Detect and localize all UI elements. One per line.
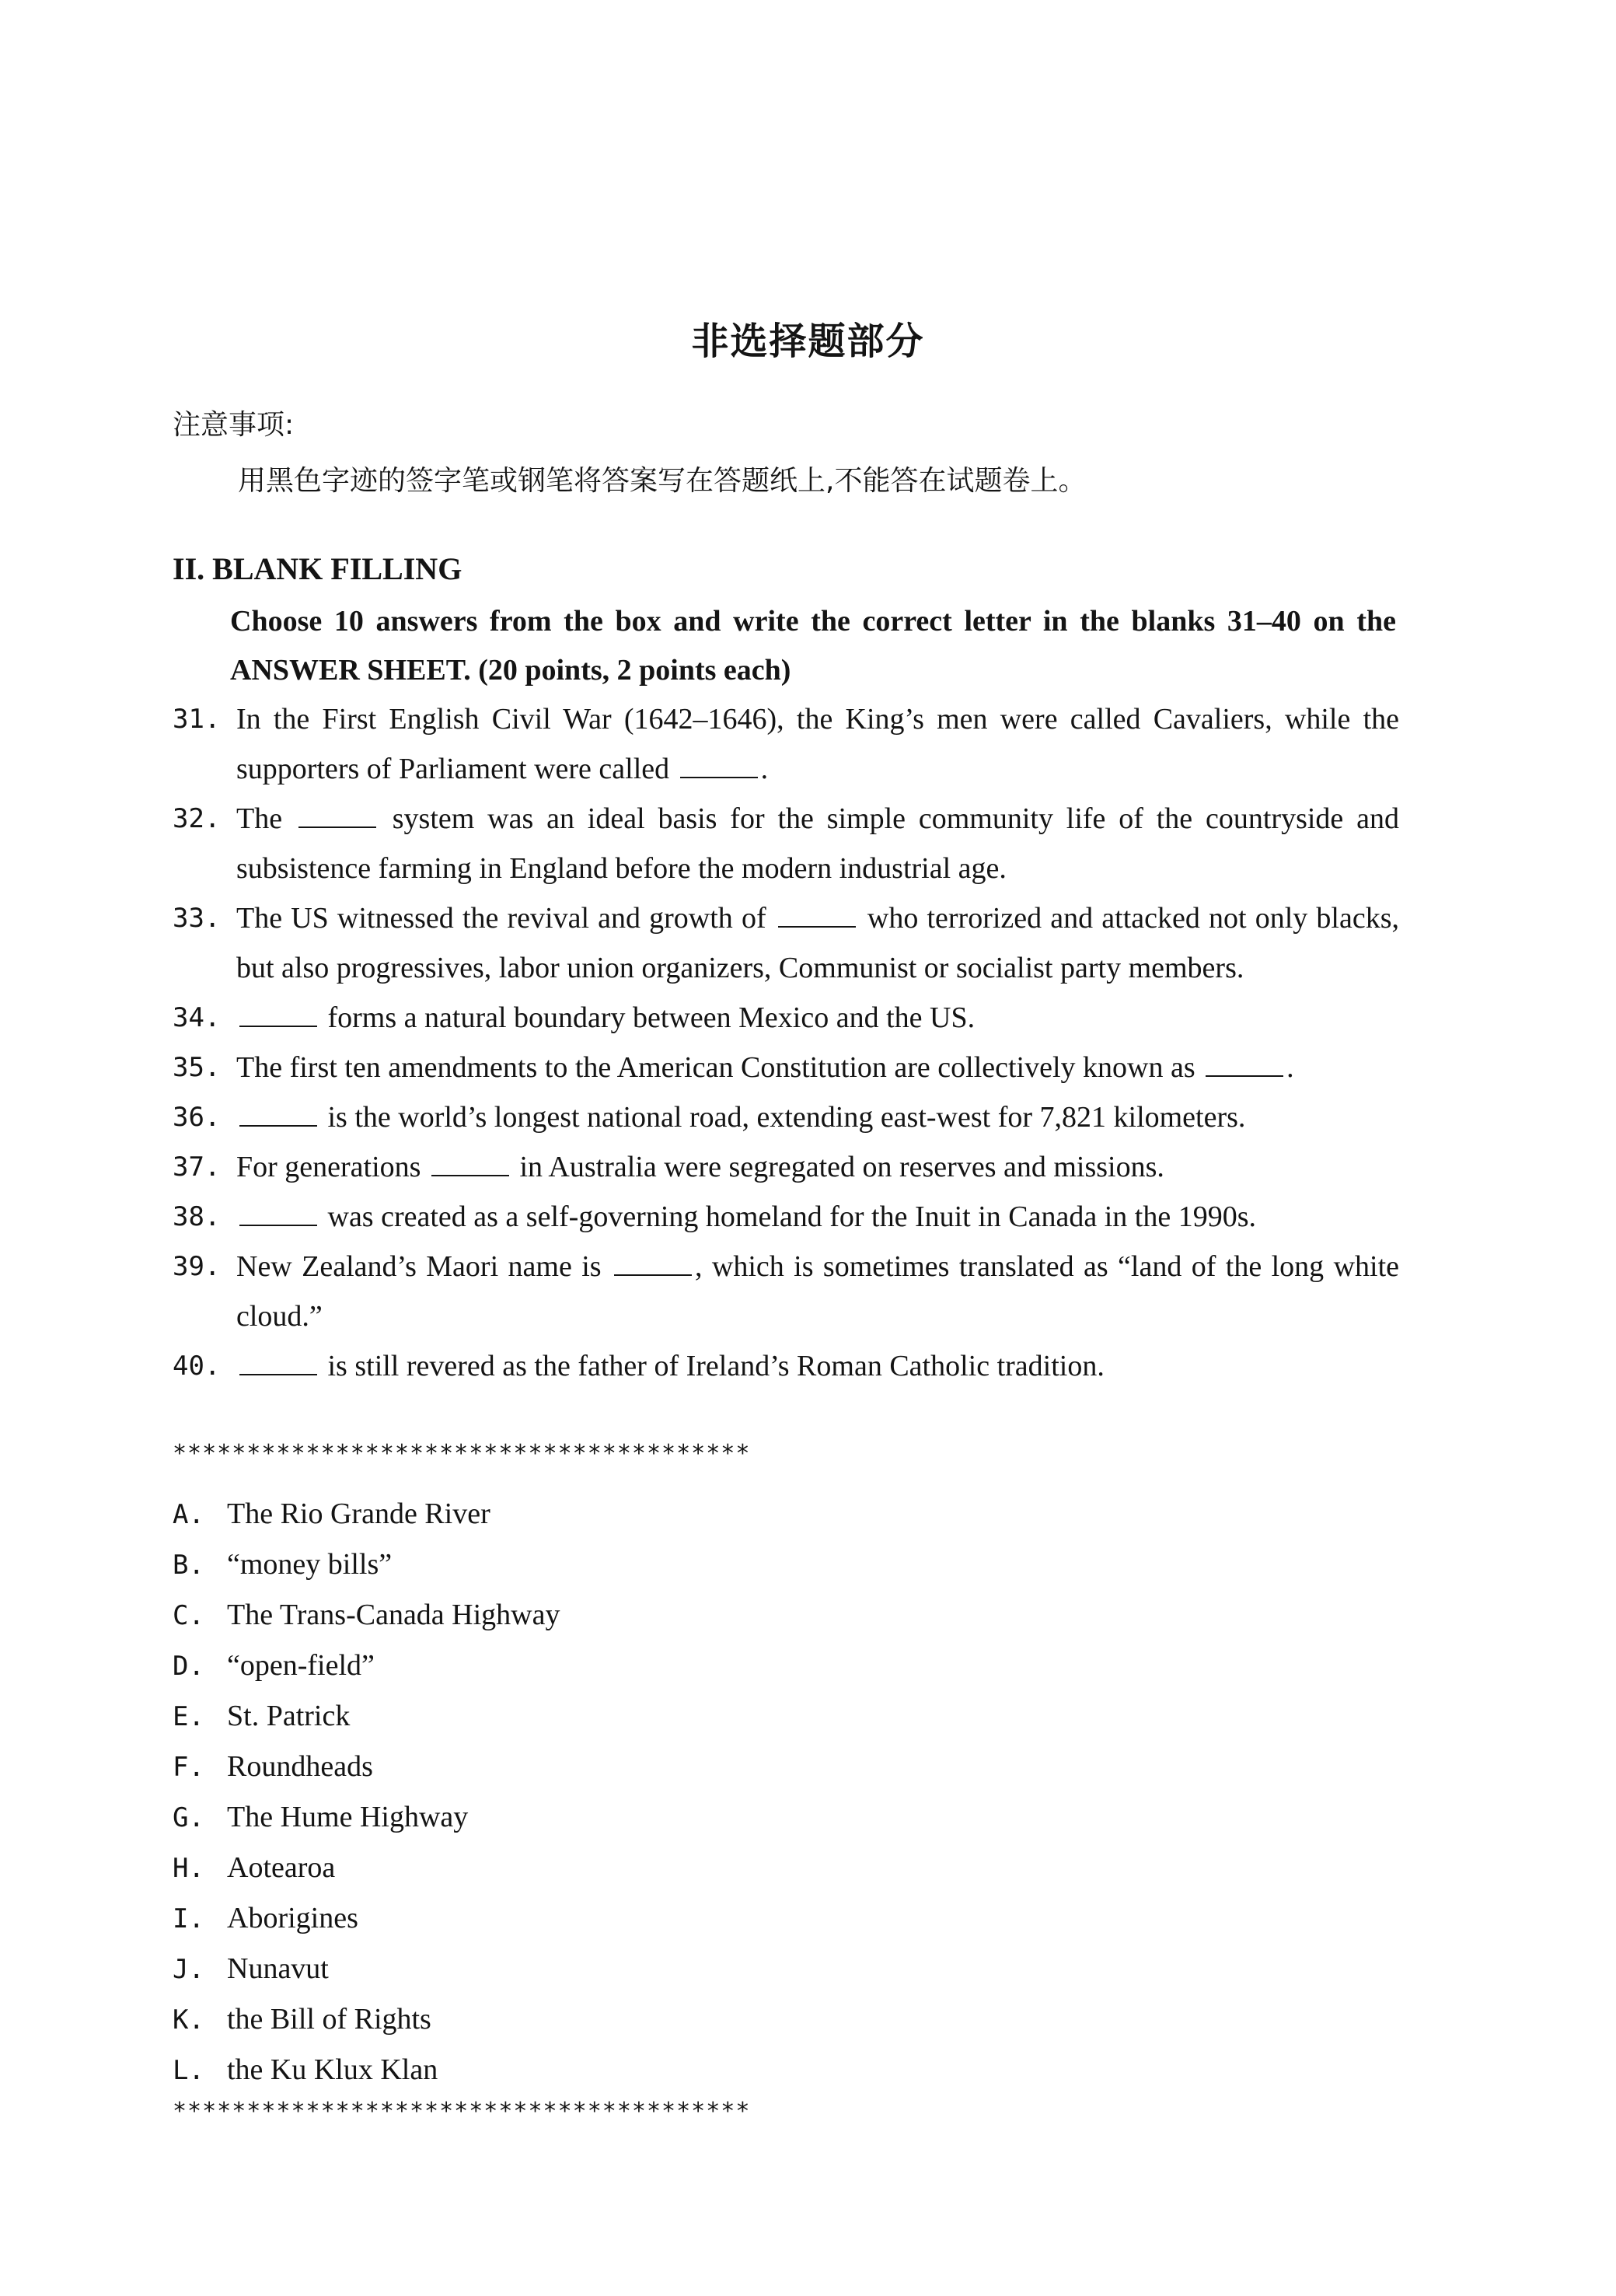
question-item	[173, 1341, 1399, 1391]
question-text	[236, 1142, 1399, 1192]
question-text	[236, 993, 1399, 1043]
option-text: The Hume Highway	[227, 1801, 469, 1833]
option-letter: H.	[173, 1853, 204, 1884]
question-number: 35.	[173, 1052, 221, 1083]
question-text-part: was created as a self-governing homeland for the Inuit in Canada in the 1990s.	[320, 1200, 1257, 1233]
option-letter: F.	[173, 1752, 204, 1783]
question-text-part: in Australia were segregated on reserves and missions.	[511, 1151, 1164, 1183]
option-text: the Bill of Rights	[227, 2003, 431, 2036]
answer-blank	[778, 903, 856, 928]
answer-option	[173, 1742, 560, 1792]
question-text-part: .	[1286, 1051, 1294, 1084]
answer-blank	[298, 803, 376, 828]
option-letter: C.	[173, 1600, 204, 1631]
question-number: 40.	[173, 1351, 221, 1382]
question-text	[236, 1043, 1399, 1092]
question-number: 33.	[173, 903, 221, 934]
option-letter: J.	[173, 1954, 204, 1985]
answer-blank	[239, 1102, 317, 1127]
question-item	[173, 1192, 1399, 1242]
question-text-part: .	[760, 753, 769, 785]
option-text: Aotearoa	[227, 1851, 336, 1884]
question-number: 37.	[173, 1151, 221, 1183]
question-number: 34.	[173, 1002, 221, 1033]
answer-blank	[239, 1002, 317, 1027]
option-letter: L.	[173, 2055, 204, 2086]
option-text: Nunavut	[227, 1952, 329, 1985]
option-text: The Rio Grande River	[227, 1497, 490, 1530]
option-letter: B.	[173, 1550, 204, 1581]
question-number: 36.	[173, 1102, 221, 1133]
option-text: “open-field”	[227, 1649, 375, 1682]
option-letter: K.	[173, 2004, 204, 2036]
answer-option	[173, 2045, 560, 2095]
question-text	[236, 794, 1399, 893]
question-text-part: The	[236, 802, 295, 835]
question-text-part: who terrorized and attacked not only blacks, but also progressives, labor union organizers, Communist or socialist party members.	[236, 902, 1399, 984]
separator-bottom: ***************************************	[173, 2098, 751, 2125]
option-text: Roundheads	[227, 1750, 373, 1783]
answer-blank	[431, 1151, 509, 1176]
question-item	[173, 993, 1399, 1043]
answer-options-list	[173, 1489, 560, 2095]
option-letter: I.	[173, 1903, 204, 1934]
question-text-part: forms a natural boundary between Mexico and the US.	[320, 1001, 976, 1034]
answer-option	[173, 1994, 560, 2045]
answer-option	[173, 1792, 560, 1843]
answer-blank	[239, 1201, 317, 1226]
question-text	[236, 694, 1399, 794]
question-item	[173, 1142, 1399, 1192]
question-number: 38.	[173, 1201, 221, 1232]
option-letter: D.	[173, 1651, 204, 1682]
question-text-part: The US witnessed the revival and growth of	[236, 902, 775, 935]
question-number: 32.	[173, 803, 221, 834]
separator-top: ***************************************	[173, 1440, 751, 1467]
question-text-part: The first ten amendments to the American Constitution are collectively known as	[236, 1051, 1203, 1084]
question-text	[236, 1092, 1399, 1142]
option-letter: G.	[173, 1802, 204, 1833]
question-item	[173, 1242, 1399, 1341]
option-text: The Trans-Canada Highway	[227, 1599, 560, 1631]
question-text-part: In the First English Civil War (1642–1646), the King’s men were called Cavaliers, while the supporters of Parliament were called	[236, 703, 1399, 785]
page-title: 非选择题部分	[691, 320, 925, 363]
notice-text: 用黑色字迹的签字笔或钢笔将答案写在答题纸上,不能答在试题卷上。	[238, 465, 1087, 497]
option-letter: A.	[173, 1499, 204, 1530]
answer-option	[173, 1590, 560, 1641]
question-text	[236, 893, 1399, 993]
question-text-part: is still revered as the father of Ireland’s Roman Catholic tradition.	[320, 1350, 1105, 1382]
answer-option	[173, 1944, 560, 1994]
question-text-part: , which is sometimes translated as “land of the long white cloud.”	[236, 1250, 1400, 1333]
question-item	[173, 694, 1399, 794]
question-item	[173, 794, 1399, 893]
option-text: the Ku Klux Klan	[227, 2053, 438, 2086]
option-text: Aborigines	[227, 1902, 358, 1934]
question-text	[236, 1242, 1399, 1341]
question-item	[173, 1043, 1399, 1092]
answer-blank	[614, 1251, 692, 1276]
question-text-part: New Zealand’s Maori name is	[236, 1250, 611, 1283]
answer-blank	[239, 1351, 317, 1375]
answer-option	[173, 1893, 560, 1944]
answer-option	[173, 1641, 560, 1691]
option-text: “money bills”	[227, 1548, 393, 1581]
answer-blank	[680, 753, 758, 778]
answer-option	[173, 1489, 560, 1539]
question-text-part: For generations	[236, 1151, 428, 1183]
answer-option	[173, 1539, 560, 1590]
question-number: 39.	[173, 1251, 221, 1282]
question-text	[236, 1341, 1399, 1391]
question-list	[173, 694, 1399, 1391]
question-number: 31.	[173, 704, 221, 735]
option-letter: E.	[173, 1701, 204, 1732]
question-text-part: system was an ideal basis for the simple community life of the countryside and subsistence farming in England before the modern industrial age.	[236, 802, 1399, 885]
answer-option	[173, 1843, 560, 1893]
question-text-part: is the world’s longest national road, extending east-west for 7,821 kilometers.	[320, 1101, 1246, 1134]
answer-option	[173, 1691, 560, 1742]
section-heading: II. BLANK FILLING	[173, 551, 462, 586]
answer-blank	[1206, 1052, 1283, 1077]
section-instructions: Choose 10 answers from the box and write the correct letter in the blanks 31–40 on the ANSWER SHEET. (20 points, 2 points each)	[230, 605, 1396, 687]
option-text: St. Patrick	[227, 1700, 351, 1732]
question-item	[173, 1092, 1399, 1142]
notice-heading: 注意事项:	[173, 409, 295, 441]
question-item	[173, 893, 1399, 993]
question-text	[236, 1192, 1399, 1242]
